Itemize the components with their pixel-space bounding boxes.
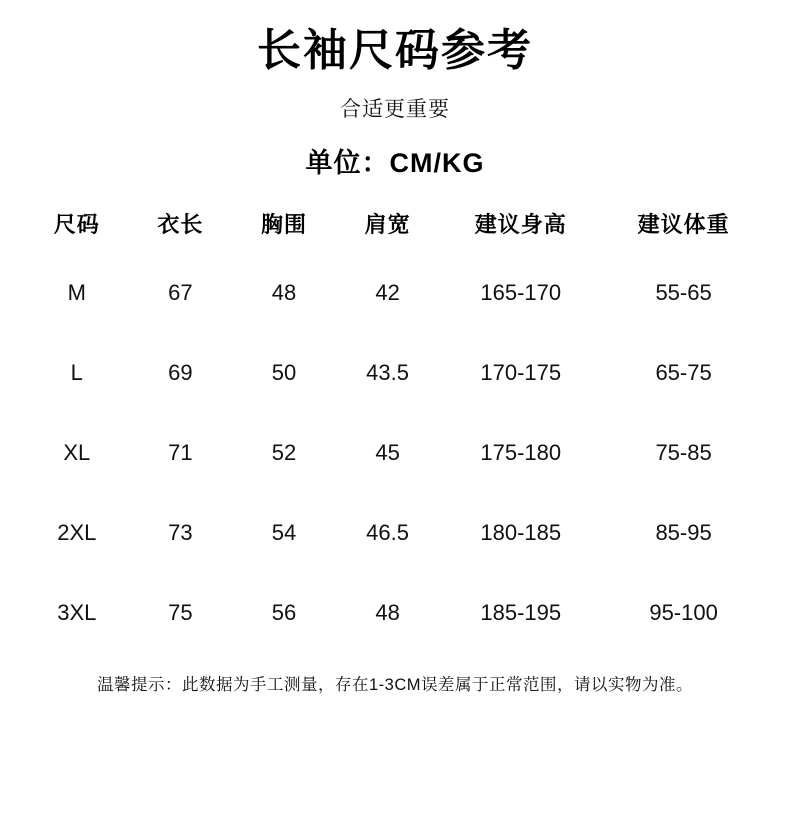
cell-shoulder: 43.5 [366, 359, 409, 385]
cell-bust: 54 [271, 519, 297, 545]
cell-length: 69 [168, 359, 193, 385]
cell-height: 180-185 [480, 519, 562, 545]
column-header-size: 尺码 [53, 211, 100, 237]
table-row [25, 493, 765, 573]
cell-weight: 95-100 [649, 599, 718, 625]
size-table [25, 202, 765, 653]
cell-length: 73 [168, 519, 193, 545]
table-row [25, 573, 765, 653]
table-row [25, 253, 765, 333]
cell-length: 75 [168, 599, 193, 625]
cell-length: 67 [168, 279, 193, 305]
column-header-weight: 建议体重 [637, 211, 730, 237]
cell-size: L [70, 359, 83, 385]
page-subtitle: 合适更重要 [340, 97, 450, 121]
column-header-bust: 胸围 [260, 211, 307, 237]
column-header-shoulder: 肩宽 [364, 211, 411, 237]
cell-bust: 56 [271, 599, 297, 625]
cell-shoulder: 42 [375, 279, 400, 305]
cell-size: XL [63, 439, 91, 465]
cell-bust: 48 [271, 279, 297, 305]
cell-height: 185-195 [480, 599, 562, 625]
cell-height: 175-180 [480, 439, 562, 465]
cell-shoulder: 45 [375, 439, 400, 465]
footer-note: 温馨提示：此数据为手工测量，存在1-3CM误差属于正常范围，请以实物为准。 [96, 675, 693, 694]
table-row [25, 413, 765, 493]
cell-weight: 85-95 [655, 519, 712, 545]
cell-bust: 50 [271, 359, 297, 385]
cell-weight: 55-65 [655, 279, 712, 305]
column-header-height: 建议身高 [474, 211, 567, 237]
cell-length: 71 [168, 439, 193, 465]
cell-size: M [67, 279, 86, 305]
cell-weight: 65-75 [655, 359, 712, 385]
page-title: 长袖尺码参考 [257, 26, 533, 75]
cell-height: 170-175 [480, 359, 562, 385]
cell-size: 2XL [57, 519, 97, 545]
unit-label: 单位：CM/KG [305, 147, 485, 178]
cell-size: 3XL [57, 599, 97, 625]
column-header-length: 衣长 [157, 211, 204, 237]
cell-bust: 52 [271, 439, 297, 465]
cell-weight: 75-85 [655, 439, 712, 465]
table-header-row [25, 202, 765, 253]
cell-shoulder: 46.5 [366, 519, 409, 545]
cell-shoulder: 48 [375, 599, 400, 625]
cell-height: 165-170 [480, 279, 562, 305]
size-chart-page [0, 26, 790, 817]
table-row [25, 333, 765, 413]
